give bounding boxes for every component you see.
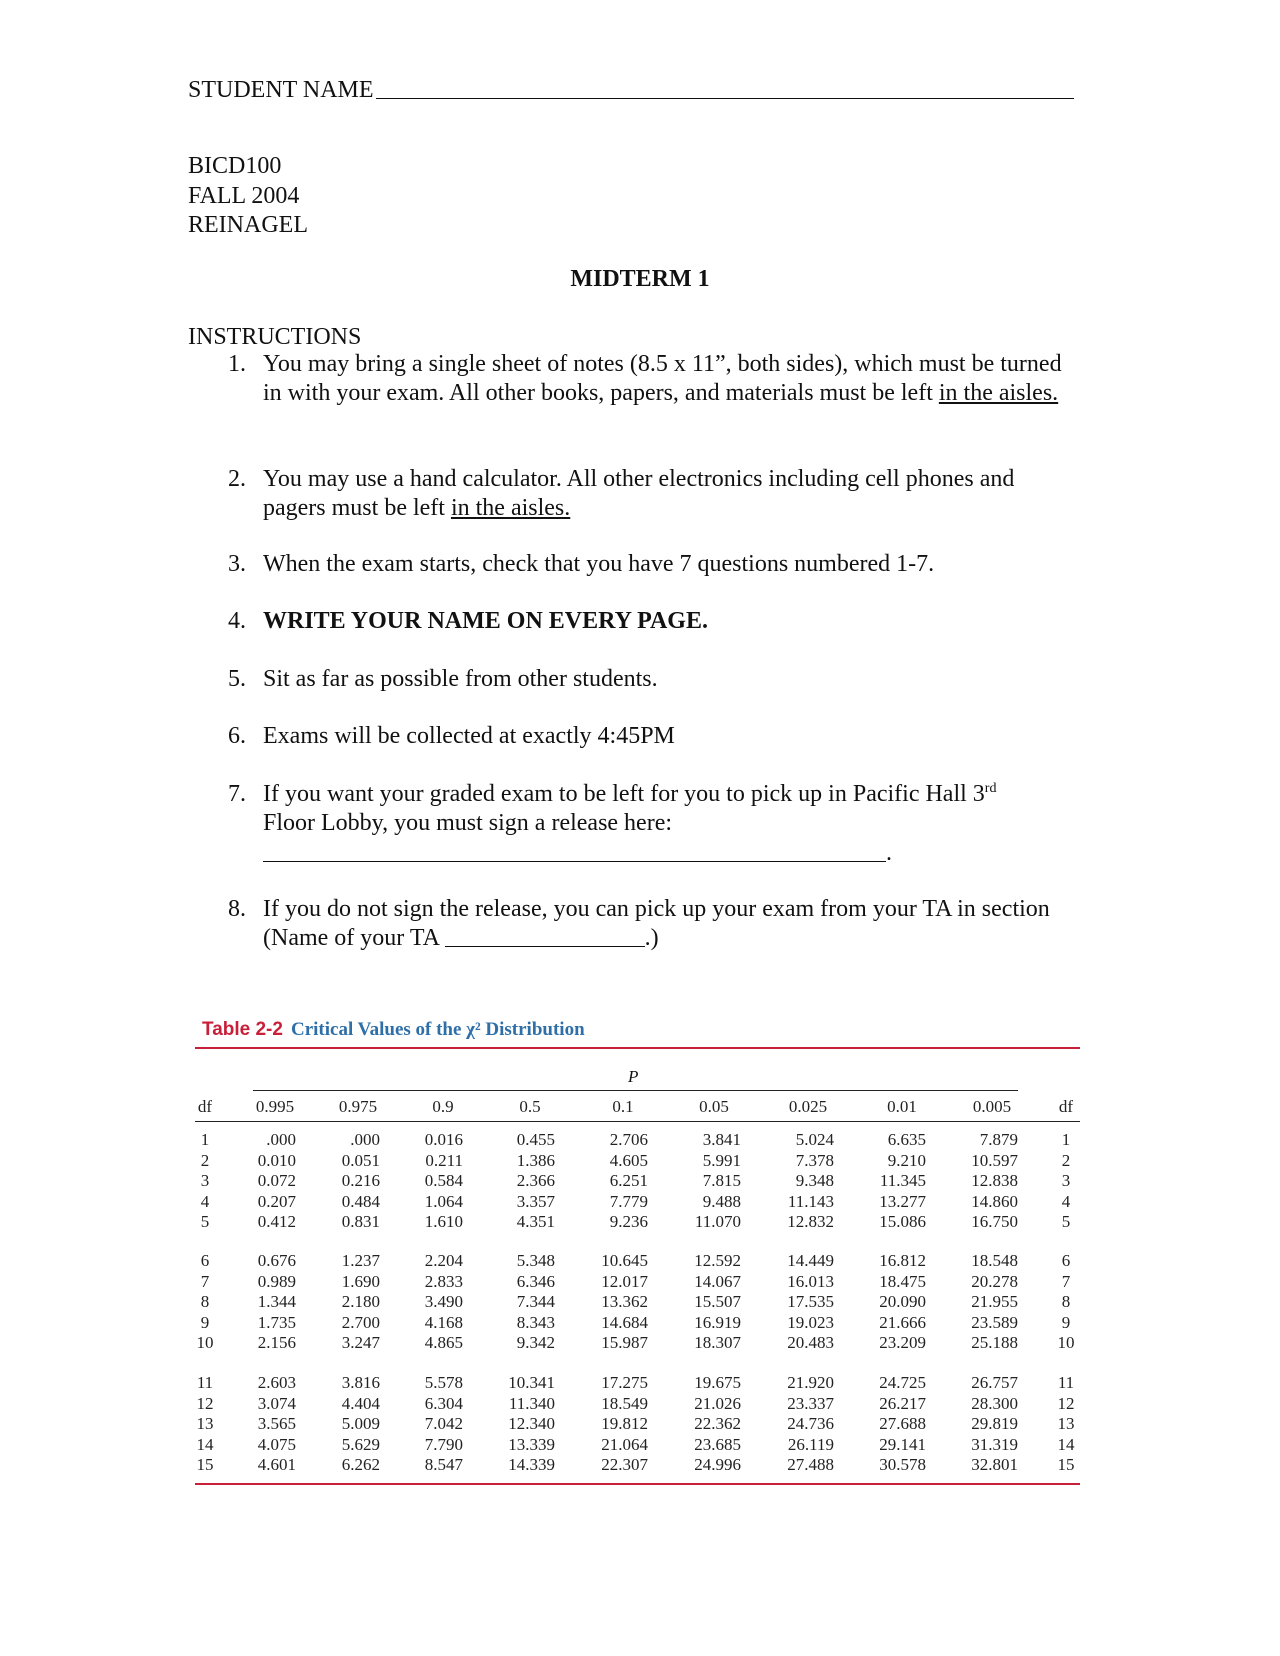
instruction-text-underlined: in the aisles. xyxy=(938,380,1059,406)
table-cell: 4.404 xyxy=(341,1394,380,1413)
table-cell: 32.801 xyxy=(971,1455,1018,1474)
table-cell: 12.832 xyxy=(787,1212,834,1231)
instruction-text: Exams will be collected at exactly 4:45PM xyxy=(263,723,675,749)
table-cell: 19.675 xyxy=(694,1373,741,1392)
table-cell: 13.362 xyxy=(601,1292,648,1311)
table-cell: 11.143 xyxy=(787,1192,834,1211)
row-df-right: 4 xyxy=(1061,1192,1071,1211)
table-cell: 14.339 xyxy=(508,1455,555,1474)
table-cell: 8.547 xyxy=(424,1455,463,1474)
p-heading-rule xyxy=(253,1090,1018,1091)
row-df-left: 1 xyxy=(200,1130,210,1149)
table-cell: 24.736 xyxy=(787,1414,834,1433)
student-name-label: STUDENT NAME xyxy=(188,77,374,103)
table-cell: 1.237 xyxy=(341,1251,380,1270)
item-number: 6. xyxy=(228,723,246,749)
table-cell: 0.211 xyxy=(425,1151,463,1170)
row-df-right: 9 xyxy=(1061,1313,1071,1332)
table-caption: Critical Values of the χ² Distribution xyxy=(290,1019,585,1040)
instruction-text: If you want your graded exam to be left for you to pick up in Pacific Hall 3 xyxy=(263,781,985,807)
row-df-left: 6 xyxy=(200,1251,210,1270)
instruction-text: WRITE YOUR NAME ON EVERY PAGE. xyxy=(263,608,708,634)
table-cell: 3.565 xyxy=(257,1414,296,1433)
table-cell: 0.584 xyxy=(424,1171,463,1190)
row-df-left: 2 xyxy=(200,1151,210,1170)
table-top-rule xyxy=(195,1047,1080,1049)
table-cell: 22.362 xyxy=(694,1414,741,1433)
table-cell: 18.548 xyxy=(971,1251,1018,1270)
table-cell: 23.589 xyxy=(971,1313,1018,1332)
instruction-text-underlined: in the aisles. xyxy=(450,495,571,521)
row-df-right: 10 xyxy=(1057,1333,1075,1352)
row-df-left: 5 xyxy=(200,1212,210,1231)
table-cell: 7.344 xyxy=(516,1292,555,1311)
table-cell: 12.838 xyxy=(971,1171,1018,1190)
table-cell: 0.010 xyxy=(257,1151,296,1170)
row-df-left: 9 xyxy=(200,1313,210,1332)
table-cell: 18.307 xyxy=(694,1333,741,1352)
table-cell: 3.074 xyxy=(257,1394,296,1413)
row-df-right: 12 xyxy=(1057,1394,1075,1413)
p-value-header: 0.995 xyxy=(255,1097,295,1116)
table-cell: 21.955 xyxy=(971,1292,1018,1311)
row-df-left: 4 xyxy=(200,1192,210,1211)
table-cell: .000 xyxy=(266,1130,296,1149)
row-df-right: 14 xyxy=(1057,1435,1075,1454)
table-cell: 0.207 xyxy=(257,1192,296,1211)
table-cell: 23.209 xyxy=(879,1333,926,1352)
table-cell: 7.790 xyxy=(424,1435,463,1454)
table-cell: 16.812 xyxy=(879,1251,926,1270)
p-value-header: 0.025 xyxy=(788,1097,828,1116)
df-header-right: df xyxy=(1058,1097,1074,1116)
table-cell: 17.275 xyxy=(601,1373,648,1392)
row-df-right: 2 xyxy=(1061,1151,1071,1170)
table-cell: 4.075 xyxy=(257,1435,296,1454)
table-cell: 20.278 xyxy=(971,1272,1018,1291)
table-cell: 3.247 xyxy=(341,1333,380,1352)
table-cell: 4.865 xyxy=(424,1333,463,1352)
table-cell: 10.341 xyxy=(508,1373,555,1392)
table-cell: 18.475 xyxy=(879,1272,926,1291)
item-number: 8. xyxy=(228,896,246,922)
table-cell: 18.549 xyxy=(601,1394,648,1413)
course-info xyxy=(188,152,308,241)
table-cell: 12.340 xyxy=(508,1414,555,1433)
student-name-blank xyxy=(376,76,1074,99)
table-cell: 13.277 xyxy=(879,1192,926,1211)
table-cell: 9.348 xyxy=(795,1171,834,1190)
table-cell: 17.535 xyxy=(787,1292,834,1311)
row-df-left: 15 xyxy=(196,1455,214,1474)
table-cell: 1.344 xyxy=(257,1292,296,1311)
exam-title: MIDTERM 1 xyxy=(570,266,710,292)
table-cell: 24.996 xyxy=(694,1455,741,1474)
row-df-right: 13 xyxy=(1057,1414,1075,1433)
instruction-text: You may bring a single sheet of notes (8.5 x 11”, both sides), which must be turned in with your exam. All other books, papers, and materials must be left xyxy=(263,351,1062,406)
table-cell: 0.484 xyxy=(341,1192,380,1211)
release-signature-field[interactable] xyxy=(263,839,892,868)
table-cell: 15.987 xyxy=(601,1333,648,1352)
table-cell: 11.345 xyxy=(879,1171,926,1190)
table-cell: 26.757 xyxy=(971,1373,1018,1392)
table-cell: 27.688 xyxy=(879,1414,926,1433)
table-cell: 2.366 xyxy=(516,1171,555,1190)
table-cell: 0.989 xyxy=(257,1272,296,1291)
table-cell: 16.013 xyxy=(787,1272,834,1291)
item-number: 4. xyxy=(228,608,246,634)
row-df-left: 14 xyxy=(196,1435,214,1454)
table-cell: 20.483 xyxy=(787,1333,834,1352)
instruction-text: You may use a hand calculator. All other electronics including cell phones and pagers must be left xyxy=(263,466,1015,521)
table-cell: 2.700 xyxy=(341,1313,380,1332)
table-cell: 19.023 xyxy=(787,1313,834,1332)
table-cell: 21.666 xyxy=(879,1313,926,1332)
table-cell: 23.337 xyxy=(787,1394,834,1413)
table-cell: 6.251 xyxy=(609,1171,648,1190)
table-cell: 5.009 xyxy=(341,1414,380,1433)
table-title xyxy=(202,1019,585,1041)
table-cell: 7.042 xyxy=(424,1414,463,1433)
table-cell: 2.833 xyxy=(424,1272,463,1291)
table-cell: 0.072 xyxy=(257,1171,296,1190)
table-cell: 0.051 xyxy=(341,1151,380,1170)
table-cell: 6.635 xyxy=(887,1130,926,1149)
superscript: rd xyxy=(984,781,997,796)
table-cell: 5.024 xyxy=(795,1130,834,1149)
table-cell: 4.168 xyxy=(424,1313,463,1332)
table-cell: 2.204 xyxy=(424,1251,463,1270)
table-cell: 8.343 xyxy=(516,1313,555,1332)
row-df-left: 11 xyxy=(196,1373,214,1392)
ta-name-blank[interactable] xyxy=(445,924,645,947)
p-value-header: 0.01 xyxy=(887,1097,917,1116)
table-cell: 3.490 xyxy=(424,1292,463,1311)
table-cell: 24.725 xyxy=(879,1373,926,1392)
table-cell: 0.412 xyxy=(257,1212,296,1231)
table-cell: 11.070 xyxy=(694,1212,741,1231)
table-cell: 2.180 xyxy=(341,1292,380,1311)
header-rule xyxy=(195,1121,1080,1122)
p-value-header: 0.05 xyxy=(699,1097,729,1116)
row-df-left: 8 xyxy=(200,1292,210,1311)
table-cell: 27.488 xyxy=(787,1455,834,1474)
table-cell: 5.348 xyxy=(516,1251,555,1270)
table-cell: 7.815 xyxy=(702,1171,741,1190)
table-cell: 14.684 xyxy=(601,1313,648,1332)
row-df-left: 7 xyxy=(200,1272,210,1291)
item-number: 2. xyxy=(228,466,246,492)
table-cell: 12.592 xyxy=(694,1251,741,1270)
table-cell: 5.629 xyxy=(341,1435,380,1454)
instructions-heading: INSTRUCTIONS xyxy=(188,324,362,350)
table-cell: 9.236 xyxy=(609,1212,648,1231)
table-cell: 19.812 xyxy=(601,1414,648,1433)
table-cell: 1.064 xyxy=(424,1192,463,1211)
table-cell: 5.578 xyxy=(424,1373,463,1392)
table-cell: 7.378 xyxy=(795,1151,834,1170)
table-cell: 1.735 xyxy=(257,1313,296,1332)
table-cell: 1.690 xyxy=(341,1272,380,1291)
item-number: 5. xyxy=(228,666,246,692)
p-heading: P xyxy=(628,1067,639,1086)
row-df-left: 12 xyxy=(196,1394,214,1413)
table-cell: 4.351 xyxy=(516,1212,555,1231)
table-cell: 26.119 xyxy=(787,1435,834,1454)
row-df-right: 15 xyxy=(1057,1455,1075,1474)
table-cell: 4.601 xyxy=(257,1455,296,1474)
table-cell: 1.610 xyxy=(424,1212,463,1231)
table-cell: 29.819 xyxy=(971,1414,1018,1433)
instruction-text-cont: Floor Lobby, you must sign a release here: xyxy=(263,810,673,836)
table-cell: 0.676 xyxy=(257,1251,296,1270)
p-value-header: 0.975 xyxy=(338,1097,378,1116)
table-cell: 4.605 xyxy=(609,1151,648,1170)
table-cell: 3.816 xyxy=(341,1373,380,1392)
p-value-header: 0.9 xyxy=(432,1097,454,1116)
df-header-left: df xyxy=(197,1097,213,1116)
row-df-right: 7 xyxy=(1061,1272,1071,1291)
term: FALL 2004 xyxy=(188,182,300,209)
table-cell: 16.750 xyxy=(971,1212,1018,1231)
table-cell: 21.920 xyxy=(787,1373,834,1392)
p-value-header: 0.1 xyxy=(612,1097,634,1116)
table-cell: 6.262 xyxy=(341,1455,380,1474)
row-df-right: 6 xyxy=(1061,1251,1071,1270)
student-name-field xyxy=(188,76,1074,105)
instruction-text: If you do not sign the release, you can pick up your exam from your TA in section (Name of your TA xyxy=(263,896,1050,951)
row-df-right: 3 xyxy=(1061,1171,1071,1190)
table-cell: 31.319 xyxy=(971,1435,1018,1454)
table-cell: 10.597 xyxy=(971,1151,1018,1170)
table-cell: 0.216 xyxy=(341,1171,380,1190)
table-cell: 22.307 xyxy=(601,1455,648,1474)
table-cell: 14.449 xyxy=(787,1251,834,1270)
release-signature-blank[interactable] xyxy=(263,839,886,862)
release-period: . xyxy=(886,840,892,866)
instruction-text: When the exam starts, check that you have 7 questions numbered 1-7. xyxy=(263,551,935,577)
table-cell: 21.026 xyxy=(694,1394,741,1413)
table-cell: 15.507 xyxy=(694,1292,741,1311)
instructor: REINAGEL xyxy=(188,212,308,238)
row-df-right: 1 xyxy=(1061,1130,1071,1149)
table-cell: 2.603 xyxy=(257,1373,296,1392)
row-df-right: 8 xyxy=(1061,1292,1071,1311)
table-cell: 7.879 xyxy=(979,1130,1018,1149)
table-cell: 3.841 xyxy=(702,1130,741,1149)
table-cell: 10.645 xyxy=(601,1251,648,1270)
table-cell: 3.357 xyxy=(516,1192,555,1211)
table-cell: 12.017 xyxy=(601,1272,648,1291)
table-cell: 6.304 xyxy=(424,1394,463,1413)
row-df-left: 10 xyxy=(196,1333,214,1352)
table-cell: 23.685 xyxy=(694,1435,741,1454)
table-cell: 16.919 xyxy=(694,1313,741,1332)
row-df-right: 5 xyxy=(1061,1212,1071,1231)
item-number: 7. xyxy=(228,781,246,807)
table-cell: 7.779 xyxy=(609,1192,648,1211)
table-cell: 2.156 xyxy=(257,1333,296,1352)
table-cell: 26.217 xyxy=(879,1394,926,1413)
item-number: 1. xyxy=(228,351,246,377)
table-cell: 0.831 xyxy=(341,1212,380,1231)
row-df-left: 13 xyxy=(196,1414,214,1433)
table-cell: 28.300 xyxy=(971,1394,1018,1413)
table-cell: 21.064 xyxy=(601,1435,648,1454)
table-cell: .000 xyxy=(350,1130,380,1149)
p-value-header: 0.005 xyxy=(972,1097,1012,1116)
table-cell: 9.210 xyxy=(887,1151,926,1170)
table-bottom-rule xyxy=(195,1483,1080,1485)
table-cell: 25.188 xyxy=(971,1333,1018,1352)
table-cell: 14.067 xyxy=(694,1272,741,1291)
p-value-header: 0.5 xyxy=(519,1097,541,1116)
table-cell: 0.455 xyxy=(516,1130,555,1149)
table-cell: 1.386 xyxy=(516,1151,555,1170)
table-label: Table 2-2 xyxy=(202,1019,283,1040)
table-cell: 6.346 xyxy=(516,1272,555,1291)
table-cell: 9.342 xyxy=(516,1333,555,1352)
table-cell: 30.578 xyxy=(879,1455,926,1474)
item-number: 3. xyxy=(228,551,246,577)
table-cell: 2.706 xyxy=(609,1130,648,1149)
table-cell: 5.991 xyxy=(702,1151,741,1170)
instruction-text-end: .) xyxy=(644,925,659,951)
table-cell: 15.086 xyxy=(879,1212,926,1231)
table-cell: 20.090 xyxy=(879,1292,926,1311)
table-cell: 29.141 xyxy=(879,1435,926,1454)
table-cell: 0.016 xyxy=(424,1130,463,1149)
table-cell: 14.860 xyxy=(971,1192,1018,1211)
table-cell: 13.339 xyxy=(508,1435,555,1454)
table-cell: 11.340 xyxy=(508,1394,555,1413)
row-df-left: 3 xyxy=(200,1171,210,1190)
instruction-text: Sit as far as possible from other students. xyxy=(263,666,658,692)
row-df-right: 11 xyxy=(1057,1373,1075,1392)
course-code: BICD100 xyxy=(188,153,282,179)
table-cell: 9.488 xyxy=(702,1192,741,1211)
